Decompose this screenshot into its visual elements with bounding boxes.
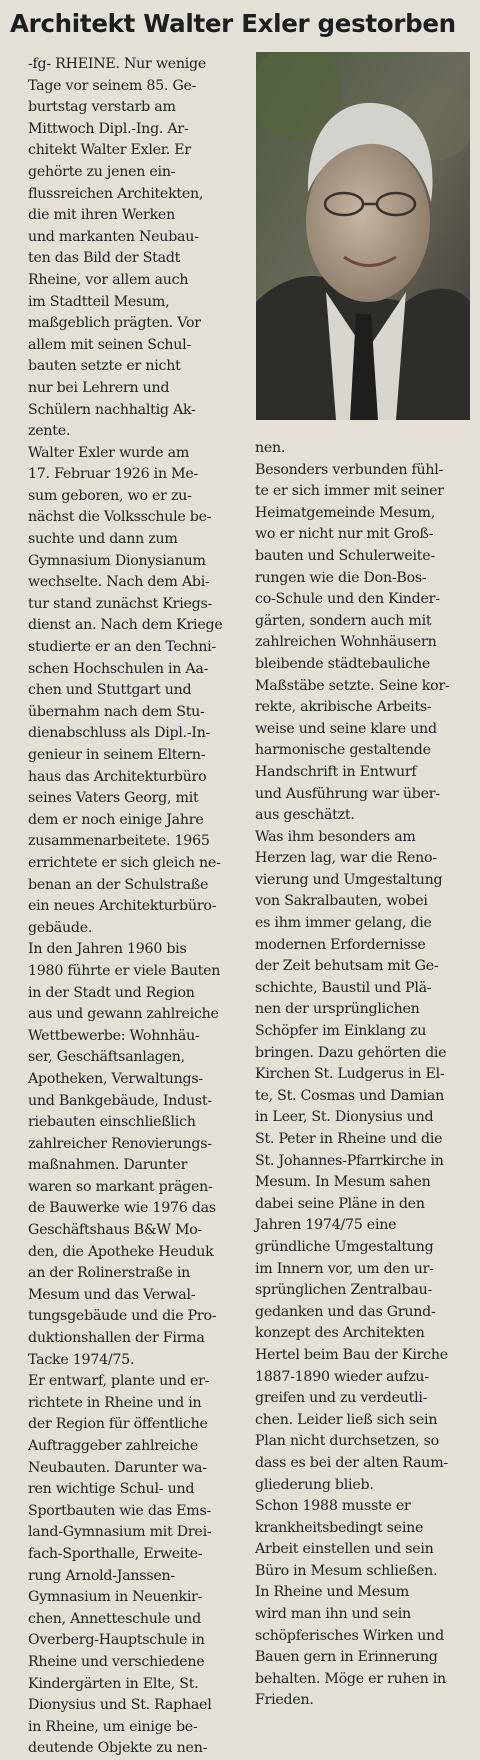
text-line: gründliche Umgestaltung	[255, 1238, 434, 1255]
text-line: Mittwoch Dipl.-Ing. Ar-	[28, 120, 189, 137]
text-line: zahlreicher Renovierungs-	[28, 1135, 212, 1152]
text-line: Wettbewerbe: Wohnhäu-	[28, 1027, 200, 1044]
text-line: 17. Februar 1926 in Me-	[28, 466, 199, 483]
text-line: schöpferisches Wirken und	[255, 1627, 444, 1644]
text-line: sum geboren, wo er zu-	[28, 487, 192, 504]
text-line: nächst die Volksschule be-	[28, 509, 212, 526]
text-line: Arbeit einstellen und sein	[255, 1541, 434, 1558]
text-line: bauten und Schulerweite-	[255, 547, 435, 564]
text-line: aus geschätzt.	[255, 807, 355, 824]
portrait-illustration	[256, 52, 470, 420]
text-line: co-Schule und den Kinder-	[255, 591, 440, 608]
text-line: weise und seine klare und	[255, 720, 437, 737]
text-line: Auftraggeber zahlreiche	[28, 1438, 198, 1454]
text-line: dabei seine Pläne in den	[255, 1195, 425, 1212]
text-line: flussreichen Architekten,	[28, 185, 204, 202]
text-line: Büro in Mesum schließen.	[255, 1562, 438, 1579]
text-line: in Leer, St. Dionysius und	[255, 1109, 434, 1126]
text-line: Rheine, vor allem auch	[28, 271, 189, 288]
text-line: Sportbauten wie das Ems-	[28, 1502, 212, 1519]
text-line: maßgeblich prägten. Vor	[28, 315, 201, 332]
text-line: in der Stadt und Region	[28, 984, 195, 1001]
text-line: Plan nicht durchsetzen, so	[255, 1433, 439, 1450]
text-line: St. Peter in Rheine und die	[255, 1131, 443, 1147]
text-line: Schülern nachhaltig Ak-	[28, 401, 196, 418]
text-line: gebäude.	[28, 919, 93, 936]
text-line: Dionysius und St. Raphael	[28, 1697, 212, 1714]
text-line: nen.	[255, 440, 286, 456]
text-line: und Ausführung war über-	[255, 785, 440, 802]
text-line: in Rheine, um einige be-	[28, 1718, 198, 1735]
text-line: zente.	[28, 423, 71, 440]
text-line: Schon 1988 musste er	[255, 1498, 411, 1515]
text-line: rekte, akribische Arbeits-	[255, 699, 432, 716]
text-line: Walter Exler wurde am	[28, 444, 190, 461]
text-line: In den Jahren 1960 bis	[28, 941, 187, 958]
text-line: Heimatgemeinde Mesum,	[255, 504, 435, 521]
text-line: Overberg-Hauptschule in	[28, 1632, 205, 1649]
text-line: genieur in seinem Eltern-	[28, 747, 206, 763]
text-line: nen der ursprünglichen	[255, 1001, 420, 1018]
text-line: Apotheken, Verwaltungs-	[28, 1070, 203, 1087]
text-line: Kindergärten in Elte, St.	[28, 1675, 199, 1692]
text-line: studierte er an den Techni-	[28, 639, 217, 656]
text-line: -fg- RHEINE. Nur wenige	[28, 56, 207, 72]
portrait-photo	[256, 52, 470, 420]
text-line: übernahm nach dem Stu-	[28, 703, 205, 720]
text-line: chen. Leider ließ sich sein	[255, 1411, 438, 1428]
text-line: tur stand zunächst Kriegs-	[28, 595, 213, 612]
text-line: bleibende städtebauliche	[255, 655, 431, 672]
text-line: schen Hochschulen in Aa-	[28, 660, 209, 677]
text-line: Frieden.	[255, 1692, 314, 1709]
text-line: Gymnasium Dionysianum	[28, 552, 206, 569]
text-line: chen, Annetteschule und	[28, 1610, 201, 1627]
text-line: ren wichtige Schul- und	[28, 1481, 195, 1498]
text-line: richtete in Rheine und in	[28, 1394, 202, 1411]
text-line: errichtete er sich gleich ne-	[28, 854, 221, 871]
text-line: benan an der Schulstraße	[28, 876, 209, 893]
text-line: Was ihm besonders am	[255, 828, 416, 845]
text-line: und markanten Neubau-	[28, 228, 199, 245]
text-line: greifen und zu verdeutli-	[255, 1390, 428, 1407]
text-line: Jahren 1974/75 eine	[255, 1217, 397, 1234]
text-line: bauten setzte er nicht	[28, 358, 181, 375]
text-line: Er entwarf, plante und er-	[28, 1373, 210, 1390]
text-line: Kirchen St. Ludgerus in El-	[255, 1066, 445, 1083]
text-line: die mit ihren Werken	[28, 207, 175, 224]
text-line: behalten. Möge er ruhen in	[255, 1670, 446, 1687]
text-line: im Innern vor, um den ur-	[255, 1260, 434, 1277]
text-line: den, die Apotheke Heuduk	[28, 1243, 214, 1260]
text-line: maßnahmen. Darunter	[28, 1157, 188, 1174]
text-line: aus und gewann zahlreiche	[28, 1006, 219, 1023]
text-line: Geschäftshaus B&W Mo-	[28, 1222, 203, 1239]
text-line: Rheine und verschiedene	[28, 1653, 205, 1670]
headline: Architekt Walter Exler gestorben	[10, 9, 456, 38]
text-line: Hertel beim Bau der Kirche	[255, 1346, 448, 1363]
text-line: de Bauwerke wie 1976 das	[28, 1200, 216, 1217]
text-line: es ihm immer gelang, die	[255, 915, 432, 932]
text-line: Besonders verbunden fühl-	[255, 461, 444, 478]
text-line: rungen wie die Don-Bos-	[255, 569, 427, 586]
text-line: bringen. Dazu gehörten die	[255, 1044, 447, 1061]
text-line: 1887-1890 wieder aufzu-	[255, 1368, 429, 1385]
text-line: Handschrift in Entwurf	[255, 763, 417, 780]
text-line: gärten, sondern auch mit	[255, 612, 432, 629]
text-line: dienabschluss als Dipl.-In-	[28, 725, 211, 742]
text-line: tungsgebäude und die Pro-	[28, 1308, 217, 1325]
text-line: nur bei Lehrern und	[28, 379, 170, 396]
text-line: Bauen gern in Erinnerung	[255, 1649, 438, 1666]
text-line: fach-Sporthalle, Erweite-	[28, 1545, 203, 1562]
text-line: modernen Erfordernisse	[255, 936, 426, 953]
text-line: te, St. Cosmas und Damian	[255, 1087, 444, 1104]
text-line: zusammenarbeitete. 1965	[28, 833, 210, 850]
text-line: St. Johannes-Pfarrkirche in	[255, 1152, 444, 1169]
text-line: waren so markant prägen-	[28, 1178, 213, 1195]
text-line: ein neues Architekturbüro-	[28, 898, 217, 915]
text-line: gehörte zu jenen ein-	[28, 163, 176, 180]
text-line: sprünglichen Zentralbau-	[255, 1282, 433, 1299]
text-line: wird man ihn und sein	[255, 1606, 411, 1623]
text-line: schichte, Baustil und Plä-	[255, 979, 432, 996]
text-line: Gymnasium in Neuenkir-	[28, 1589, 203, 1606]
text-line: und Bankgebäude, Indust-	[28, 1092, 212, 1109]
text-line: im Stadtteil Mesum,	[28, 293, 170, 310]
text-line: 1980 führte er viele Bauten	[28, 962, 221, 979]
text-line: gedanken und das Grund-	[255, 1303, 436, 1320]
text-line: riebauten einschließlich	[28, 1114, 196, 1131]
text-line: Tage vor seinem 85. Ge-	[28, 77, 197, 94]
text-line: deutende Objekte zu nen-	[28, 1740, 208, 1757]
text-line: vierung und Umgestaltung	[255, 871, 443, 888]
text-line: der Zeit behutsam mit Ge-	[255, 958, 439, 975]
text-line: dass es bei der alten Raum-	[255, 1454, 448, 1471]
text-line: krankheitsbedingt seine	[255, 1519, 424, 1536]
article-column-right	[255, 438, 475, 1712]
text-line: te er sich immer mit seiner	[255, 483, 444, 500]
text-line: In Rheine und Mesum	[255, 1584, 409, 1601]
text-line: seines Vaters Georg, mit	[28, 790, 199, 807]
text-line: Neubauten. Darunter wa-	[28, 1459, 207, 1476]
text-line: burtstag verstarb am	[28, 99, 176, 116]
text-line: dem er noch einige Jahre	[28, 811, 204, 828]
text-line: duktionshallen der Firma	[28, 1330, 205, 1347]
text-line: ten das Bild der Stadt	[28, 250, 181, 267]
text-line: allem mit seinen Schul-	[28, 336, 192, 353]
article-column-left	[28, 54, 246, 1760]
text-line: rung Arnold-Janssen-	[28, 1567, 175, 1584]
text-line: der Region für öffentliche	[28, 1416, 208, 1433]
text-line: dienst an. Nach dem Kriege	[28, 617, 223, 634]
text-line: gliederung blieb.	[255, 1476, 374, 1493]
text-line: zahlreichen Wohnhäusern	[255, 634, 437, 651]
text-line: Maßstäbe setzte. Seine kor-	[255, 677, 450, 694]
text-line: von Sakralbauten, wobei	[255, 893, 428, 910]
text-line: konzept des Architekten	[255, 1325, 425, 1342]
text-line: harmonische gestaltende	[255, 742, 431, 759]
text-line: wechselte. Nach dem Abi-	[28, 574, 210, 591]
text-line: land-Gymnasium mit Drei-	[28, 1524, 212, 1541]
text-line: haus das Architekturbüro	[28, 768, 207, 785]
text-line: Mesum und das Verwal-	[28, 1286, 196, 1303]
text-line: chitekt Walter Exler. Er	[28, 142, 191, 159]
text-line: ser, Geschäftsanlagen,	[28, 1049, 185, 1066]
text-line: Herzen lag, war die Reno-	[255, 850, 437, 867]
text-line: suchte und dann zum	[28, 531, 178, 548]
text-line: Schöpfer im Einklang zu	[255, 1023, 427, 1040]
text-line: Mesum. In Mesum sahen	[255, 1174, 431, 1191]
text-line: Tacke 1974/75.	[28, 1351, 135, 1368]
text-line: wo er nicht nur mit Groß-	[255, 526, 434, 543]
text-line: chen und Stuttgart und	[28, 682, 192, 699]
text-line: an der Rolinerstraße in	[28, 1265, 191, 1282]
